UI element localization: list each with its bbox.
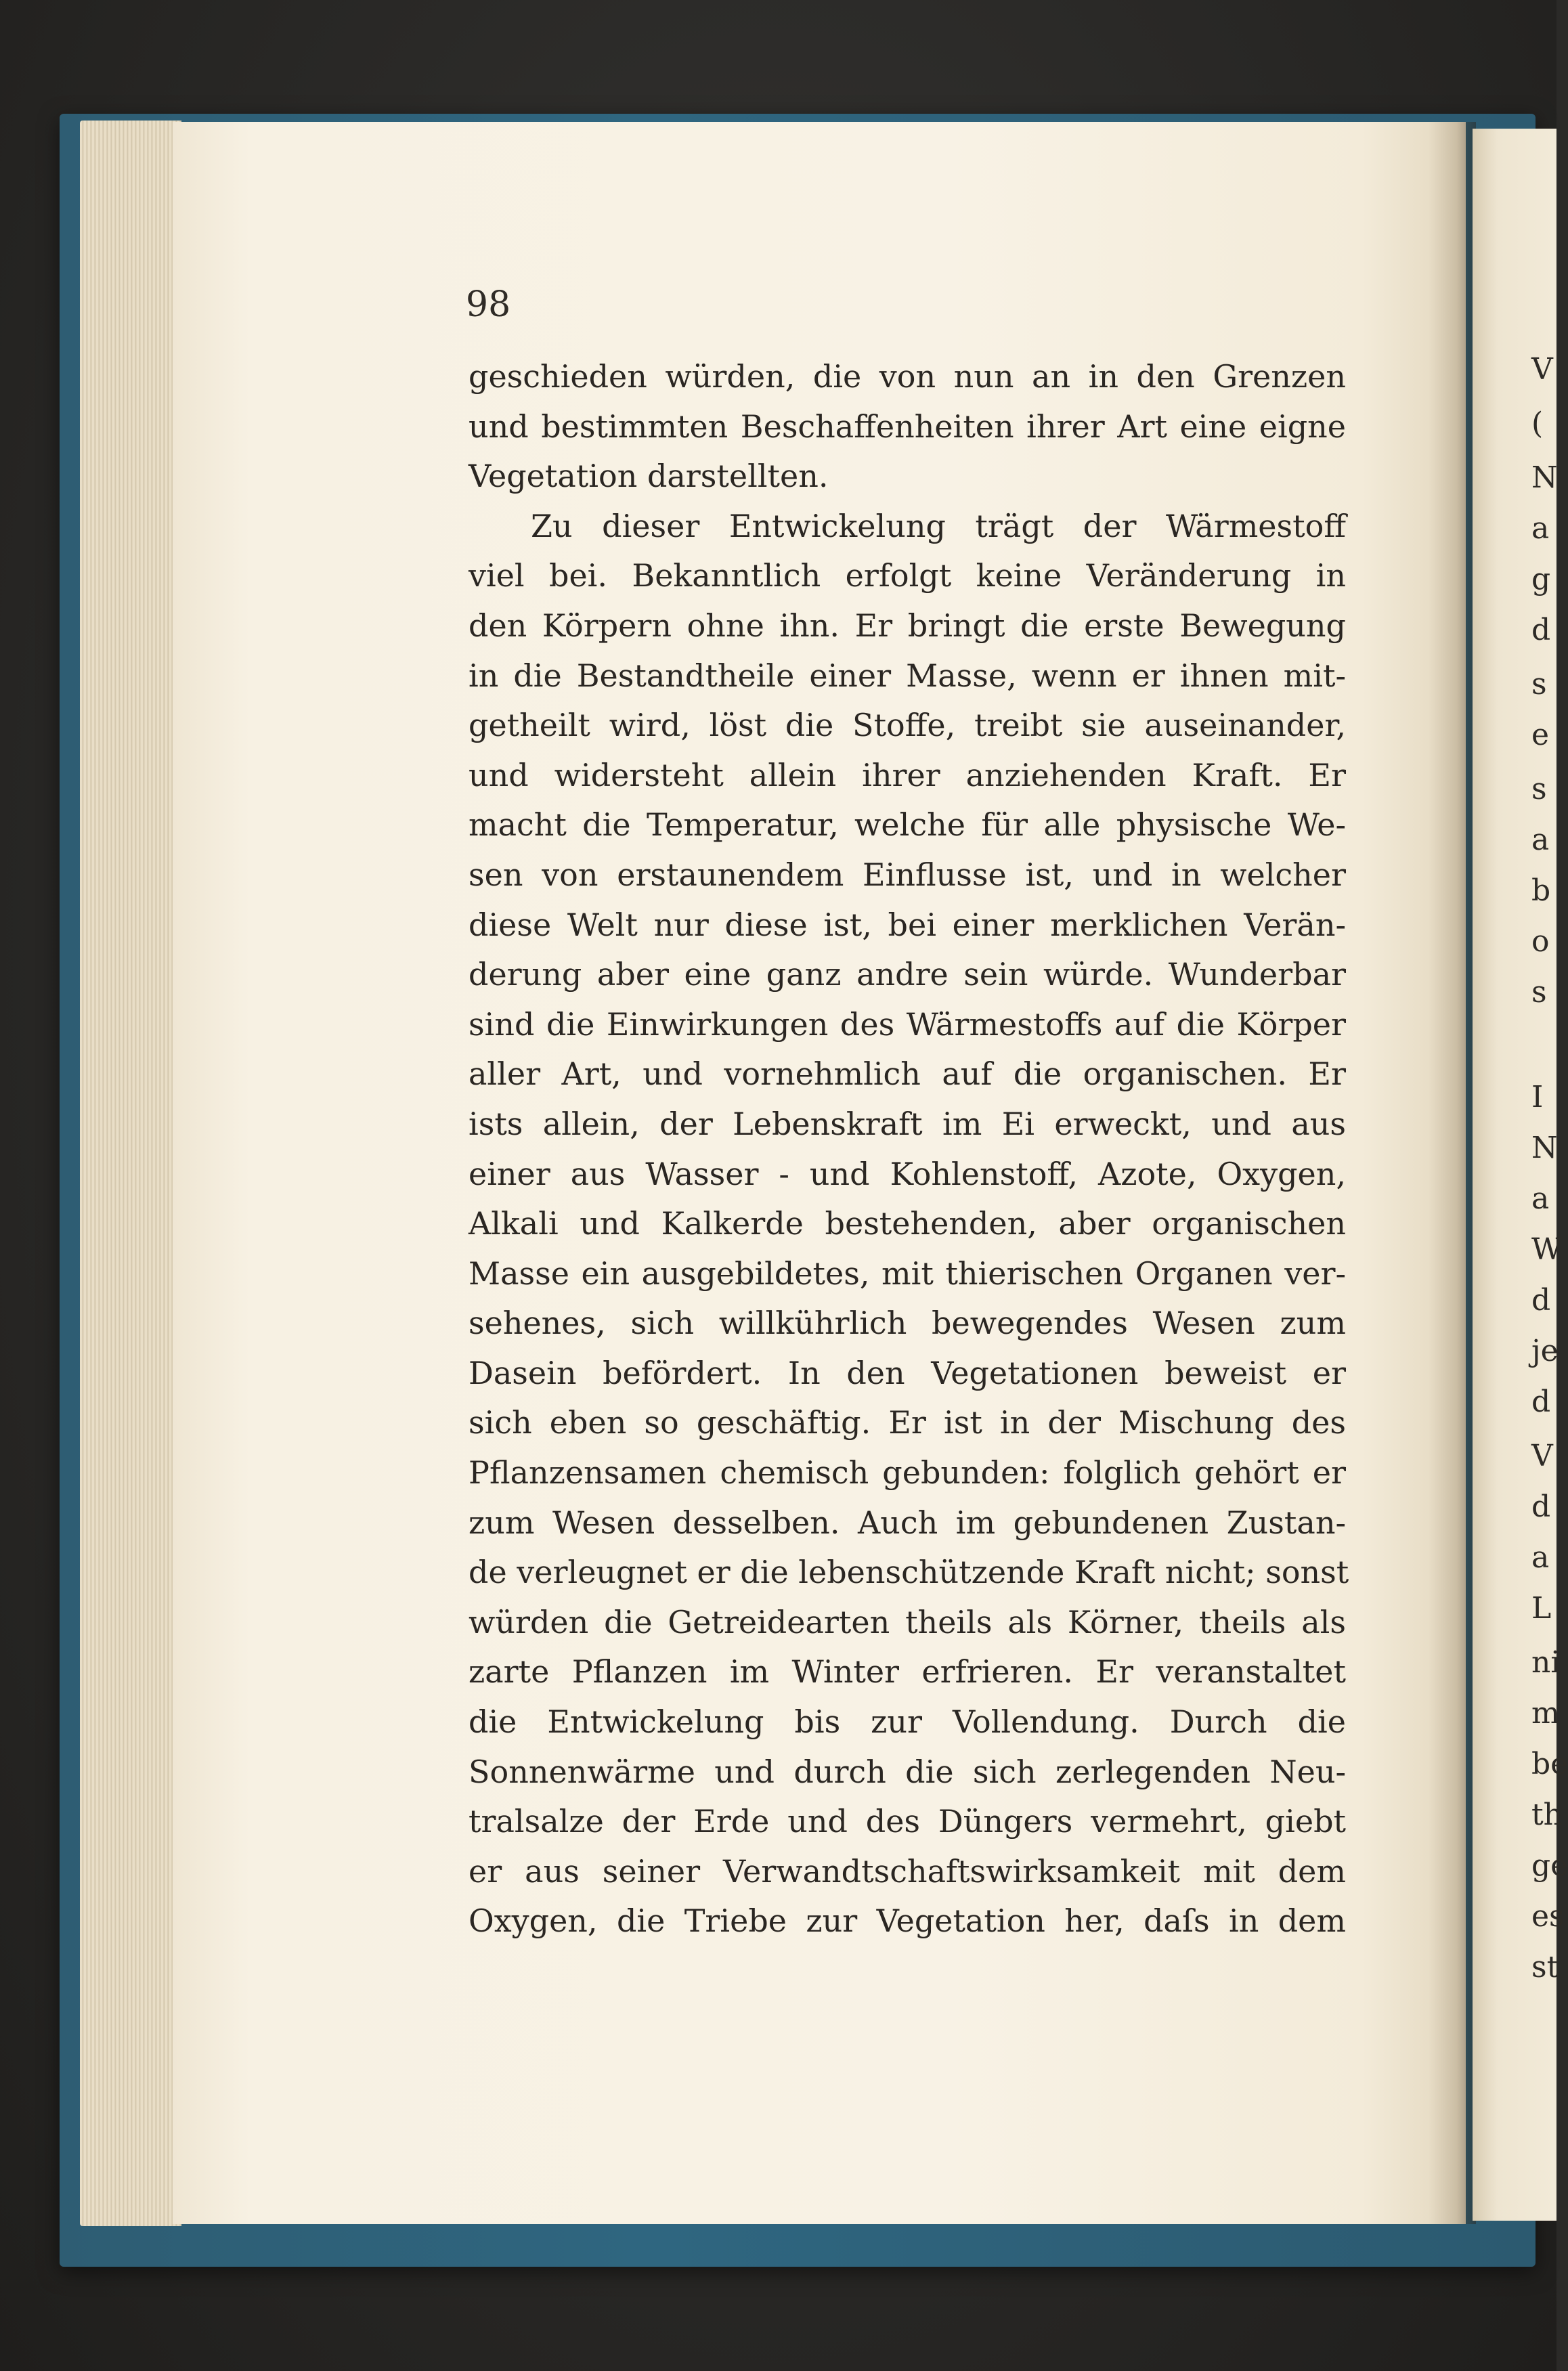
facing-page-fragment: st [1531,1950,1559,1984]
text-line: Pflanzensamen chemisch gebunden: folglich gehört er [469,1454,1346,1492]
text-line: derung aber eine ganz andre sein würde. Wunderbar [469,956,1346,993]
text-line: getheilt wird, löst die Stoffe, treibt sie auseinander, [469,707,1346,744]
text-line: macht die Temperatur, welche für alle physische We- [469,806,1346,844]
facing-page-fragment: o [1531,924,1550,959]
facing-page-fragment: be [1531,1747,1568,1781]
text-line: sind die Einwirkungen des Wärmestoffs auf die Körper [469,1005,1346,1043]
text-line: de verleugnet er die lebenschützende Kraft nicht; sonst [469,1554,1349,1591]
facing-page-fragment: d [1531,1489,1551,1524]
facing-page-fragment: ge [1531,1848,1568,1883]
facing-page-fragment: W [1531,1232,1563,1267]
text-line: sehenes, sich willkührlich bewegendes Wesen zum [469,1305,1346,1342]
page-text [469,352,1349,1946]
facing-page-fragment: e [1531,718,1550,752]
facing-page-fragment: s [1531,772,1547,806]
text-line: würden die Getreidearten theils als Körner, theils als [469,1603,1346,1640]
text-line: und bestimmten Beschaffenheiten ihrer Art eine eigne [469,408,1346,445]
text-line: sen von erstaunendem Einflusse ist, und in welcher [469,856,1346,893]
text-line: Vegetation darstellten. [469,458,829,495]
text-line: Masse ein ausgebildetes, mit thierischen Organen ver- [469,1255,1346,1292]
page-edges [80,121,181,2226]
facing-page-fragment: b [1531,873,1551,908]
text-line: und widersteht allein ihrer anziehenden Kraft. Er [469,756,1346,793]
text-line: zum Wesen desselben. Auch im gebundenen Zustan- [469,1504,1346,1541]
facing-page-fragment: V [1531,1439,1553,1473]
text-line: geschieden würden, die von nun an in den Grenzen [469,358,1346,395]
facing-page-fragment: g [1531,562,1551,596]
facing-page-fragment: N [1531,460,1558,495]
facing-page-fragment: N [1531,1131,1558,1165]
facing-page-fragment: d [1531,1385,1551,1419]
text-line: diese Welt nur diese ist, bei einer merklichen Verän- [469,906,1346,943]
facing-page-fragment: je [1531,1334,1559,1368]
text-line: er aus seiner Verwandtschaftswirksamkeit mit dem [469,1852,1346,1890]
text-line: Dasein befördert. In den Vegetationen beweist er [469,1354,1346,1391]
text-line: ists allein, der Lebenskraft im Ei erweckt, und aus [469,1105,1346,1142]
text-line: Zu dieser Entwickelung trägt der Wärmestoff [531,507,1346,544]
text-line: tralsalze der Erde und des Düngers vermehrt, giebt [469,1803,1346,1840]
text-line: Oxygen, die Triebe zur Vegetation her, daſs in dem [469,1902,1346,1940]
facing-page-fragment: L [1531,1591,1552,1626]
facing-page-fragment: d [1531,1283,1551,1318]
facing-page-fragment: s [1531,667,1547,701]
facing-page-fragment: ( [1531,406,1544,441]
facing-page-fragment: s [1531,975,1547,1009]
text-line: aller Art, und vornehmlich auf die organischen. Er [469,1056,1346,1093]
facing-page-fragment: ni [1531,1645,1561,1680]
text-line: den Körpern ohne ihn. Er bringt die erste Bewegung [469,607,1346,644]
text-line: zarte Pflanzen im Winter erfrieren. Er veranstaltet [469,1653,1346,1691]
text-line: viel bei. Bekanntlich erfolgt keine Veränderung in [469,557,1346,594]
text-line: einer aus Wasser - und Kohlenstoff, Azote, Oxygen, [469,1155,1346,1192]
book-gutter [1429,122,1476,2224]
facing-page-fragment: V [1531,352,1553,387]
facing-page-fragment: a [1531,823,1550,857]
facing-page-fragment: a [1531,1540,1550,1575]
text-line: in die Bestandtheile einer Masse, wenn er ihnen mit- [469,657,1346,694]
text-line: die Entwickelung bis zur Vollendung. Durch die [469,1703,1346,1741]
facing-page-fragment: m [1531,1696,1560,1731]
facing-page-fragment: a [1531,1181,1550,1216]
text-line: Sonnenwärme und durch die sich zerlegenden Neu- [469,1753,1346,1790]
facing-page-fragment: th [1531,1798,1563,1832]
page-number: 98 [466,284,511,325]
text-line: sich eben so geschäftig. Er ist in der Mischung des [469,1404,1346,1441]
text-line: Alkali und Kalkerde bestehenden, aber organischen [469,1205,1346,1242]
facing-page-fragment: I [1531,1080,1544,1114]
facing-page-fragment: a [1531,511,1550,546]
facing-page-fragment: d [1531,613,1551,647]
facing-page-fragment: es [1531,1899,1565,1934]
